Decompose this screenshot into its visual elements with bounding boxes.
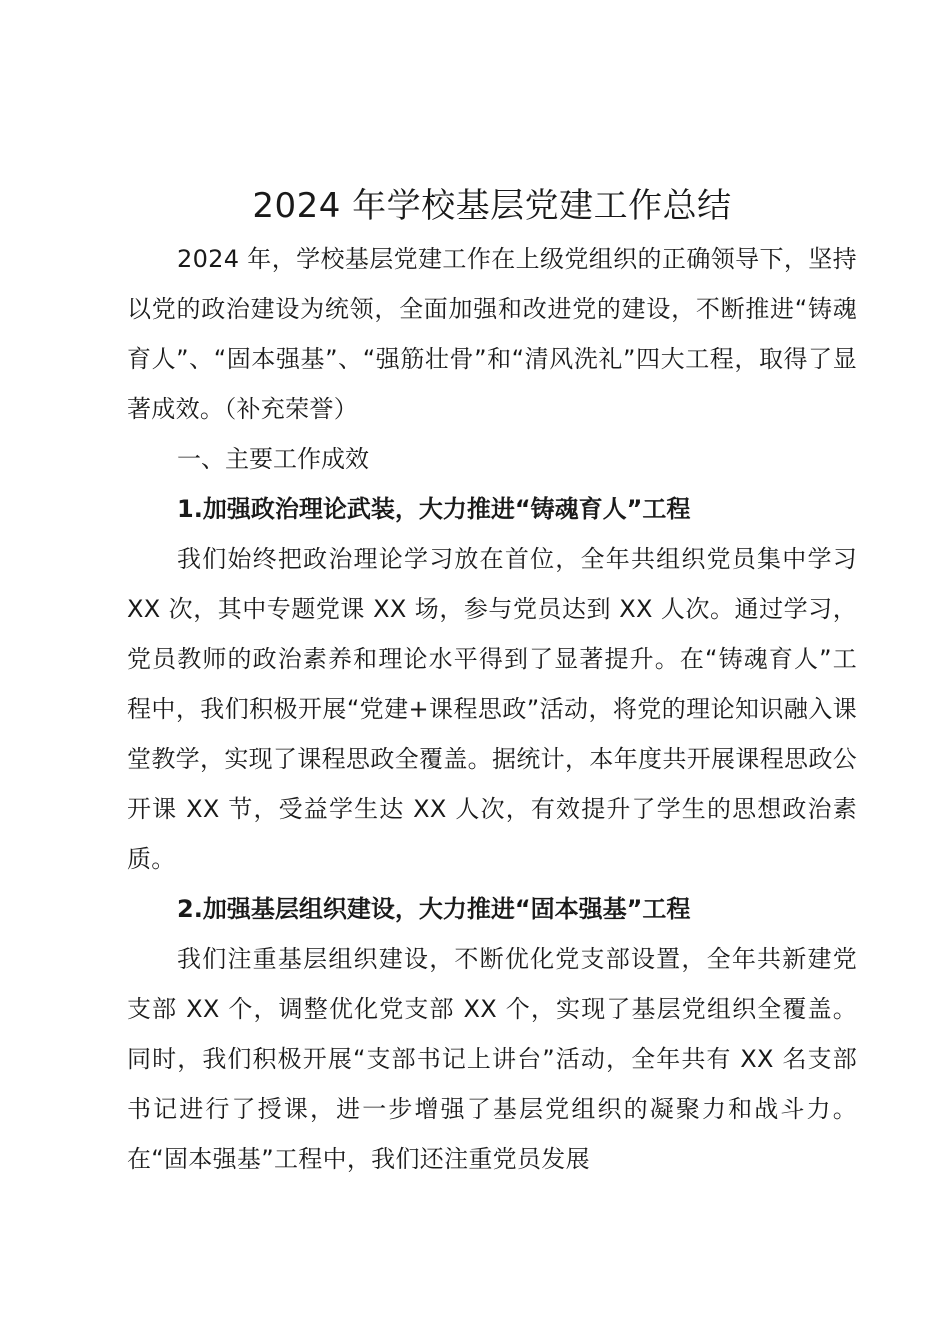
intro-paragraph: 2024 年，学校基层党建工作在上级党组织的正确领导下，坚持以党的政治建设为统领，全面加强和改进党的建设，不断推进“铸魂育人”、“固本强基”、“强筋壮骨”和“清风洗礼”四大工程，取得了显著成效。（补充荣誉） [127,245,857,423]
section-heading-main-achievements: 一、主要工作成效 [177,445,369,473]
subsection-heading-1: 1.加强政治理论武装，大力推进“铸魂育人”工程 [177,495,691,523]
subsection-body-2: 我们注重基层组织建设，不断优化党支部设置，全年共新建党支部 XX 个，调整优化党支部 XX 个，实现了基层党组织全覆盖。同时，我们积极开展“支部书记上讲台”活动，全年共有 XX 名支部书记进行了授课，进一步增强了基层党组织的凝聚力和战斗力。在“固本强基”工程中，我们还注重党员发展 [127,945,857,1173]
document-body [127,178,857,1184]
subsection-heading-2: 2.加强基层组织建设，大力推进“固本强基”工程 [177,895,691,923]
document-title: 2024 年学校基层党建工作总结 [252,186,732,226]
subsection-body-1: 我们始终把政治理论学习放在首位，全年共组织党员集中学习 XX 次，其中专题党课 XX 场，参与党员达到 XX 人次。通过学习，党员教师的政治素养和理论水平得到了显著提升。在“铸魂育人”工程中，我们积极开展“党建+课程思政”活动，将党的理论知识融入课堂教学，实现了课程思政全覆盖。据统计，本年度共开展课程思政公开课 XX 节，受益学生达 XX 人次，有效提升了学生的思想政治素质。 [127,545,857,873]
